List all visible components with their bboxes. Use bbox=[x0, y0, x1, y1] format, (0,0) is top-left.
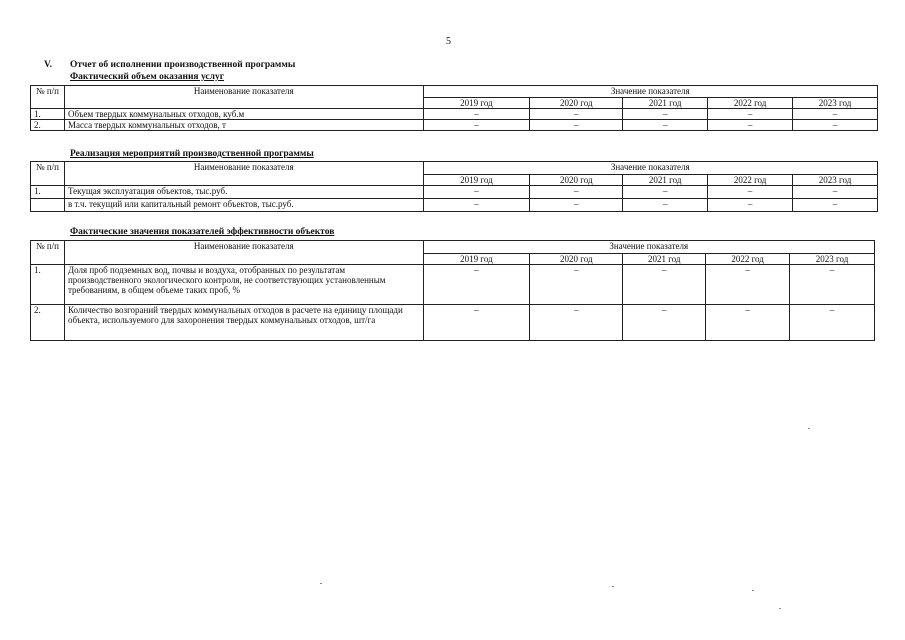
header-year: 2023 год bbox=[793, 98, 878, 109]
value-cell: – bbox=[623, 199, 708, 212]
section-title: Отчет об исполнении производственной программы bbox=[70, 60, 296, 70]
header-no: № п/п bbox=[31, 241, 65, 265]
value-cell: – bbox=[423, 186, 530, 199]
scan-speck bbox=[320, 583, 322, 584]
value-cell: – bbox=[423, 120, 530, 131]
value-cell: – bbox=[790, 305, 875, 341]
header-value: Значение показателя bbox=[423, 241, 874, 254]
value-cell: – bbox=[423, 109, 530, 120]
table-1-title: Фактический объем оказания услуг bbox=[70, 72, 225, 82]
value-cell: – bbox=[793, 186, 878, 199]
value-cell: – bbox=[530, 120, 623, 131]
header-name: Наименование показателя bbox=[64, 86, 423, 109]
header-year: 2020 год bbox=[530, 175, 623, 186]
value-cell: – bbox=[423, 265, 530, 305]
row-name: Количество возгораний твердых коммунальных отходов в расчете на единицу площади объекта, используемого для захоронения твердых коммунальных отходов, шт/га bbox=[64, 305, 423, 341]
table-row bbox=[31, 186, 878, 199]
row-name: Объем твердых коммунальных отходов, куб.м bbox=[64, 109, 423, 120]
row-name: Масса твердых коммунальных отходов, т bbox=[64, 120, 423, 131]
row-name: в т.ч. текущий или капитальный ремонт объектов, тыс.руб. bbox=[64, 199, 423, 212]
scan-speck bbox=[612, 586, 614, 587]
value-cell: – bbox=[706, 305, 790, 341]
header-year: 2023 год bbox=[790, 254, 875, 265]
section-numeral: V. bbox=[44, 60, 53, 70]
value-cell: – bbox=[530, 305, 623, 341]
header-year: 2022 год bbox=[708, 175, 793, 186]
scan-speck bbox=[808, 428, 810, 429]
row-number: 1. bbox=[31, 265, 65, 305]
scan-speck bbox=[779, 608, 781, 609]
value-cell: – bbox=[423, 199, 530, 212]
header-year: 2019 год bbox=[423, 98, 530, 109]
value-cell: – bbox=[530, 265, 623, 305]
page-number: 5 bbox=[446, 36, 451, 47]
header-name: Наименование показателя bbox=[64, 162, 423, 186]
value-cell: – bbox=[793, 199, 878, 212]
section-heading bbox=[44, 60, 295, 70]
value-cell: – bbox=[793, 120, 878, 131]
value-cell: – bbox=[530, 109, 623, 120]
value-cell: – bbox=[706, 265, 790, 305]
header-no: № п/п bbox=[31, 86, 65, 109]
header-year: 2020 год bbox=[530, 98, 623, 109]
table-row bbox=[31, 120, 878, 131]
value-cell: – bbox=[623, 109, 708, 120]
header-value: Значение показателя bbox=[423, 162, 878, 175]
table-3 bbox=[30, 240, 875, 341]
header-year: 2022 год bbox=[708, 98, 793, 109]
row-name: Текущая эксплуатация объектов, тыс.руб. bbox=[64, 186, 423, 199]
value-cell: – bbox=[708, 109, 793, 120]
value-cell: – bbox=[423, 305, 530, 341]
row-name: Доля проб подземных вод, почвы и воздуха, отобранных по результатам производственного экологического контроля, не соответствующих установленным требованиям, в общем объеме таких проб, % bbox=[64, 265, 423, 305]
table-row bbox=[31, 265, 875, 305]
scan-speck bbox=[752, 590, 754, 591]
value-cell: – bbox=[623, 120, 708, 131]
header-name: Наименование показателя bbox=[64, 241, 423, 265]
table-row bbox=[31, 109, 878, 120]
header-value: Значение показателя bbox=[423, 86, 878, 98]
value-cell: – bbox=[623, 305, 706, 341]
table-2 bbox=[30, 161, 878, 212]
header-year: 2023 год bbox=[793, 175, 878, 186]
value-cell: – bbox=[530, 199, 623, 212]
value-cell: – bbox=[530, 186, 623, 199]
row-number: 2. bbox=[31, 120, 65, 131]
header-year: 2021 год bbox=[623, 254, 706, 265]
header-year: 2022 год bbox=[706, 254, 790, 265]
value-cell: – bbox=[708, 186, 793, 199]
header-year: 2021 год bbox=[623, 175, 708, 186]
table-3-title: Фактические значения показателей эффективности объектов bbox=[70, 227, 335, 237]
row-number: 2. bbox=[31, 305, 65, 341]
value-cell: – bbox=[708, 120, 793, 131]
row-number: 1. bbox=[31, 186, 65, 199]
row-number bbox=[31, 199, 65, 212]
row-number: 1. bbox=[31, 109, 65, 120]
value-cell: – bbox=[623, 186, 708, 199]
header-no: № п/п bbox=[31, 162, 65, 186]
table-1 bbox=[30, 85, 878, 131]
header-year: 2020 год bbox=[530, 254, 623, 265]
header-year: 2019 год bbox=[423, 175, 530, 186]
header-year: 2019 год bbox=[423, 254, 530, 265]
header-year: 2021 год bbox=[623, 98, 708, 109]
table-row bbox=[31, 199, 878, 212]
value-cell: – bbox=[790, 265, 875, 305]
value-cell: – bbox=[793, 109, 878, 120]
value-cell: – bbox=[708, 199, 793, 212]
value-cell: – bbox=[623, 265, 706, 305]
table-row bbox=[31, 305, 875, 341]
table-2-title: Реализация мероприятий производственной программы bbox=[70, 149, 314, 159]
